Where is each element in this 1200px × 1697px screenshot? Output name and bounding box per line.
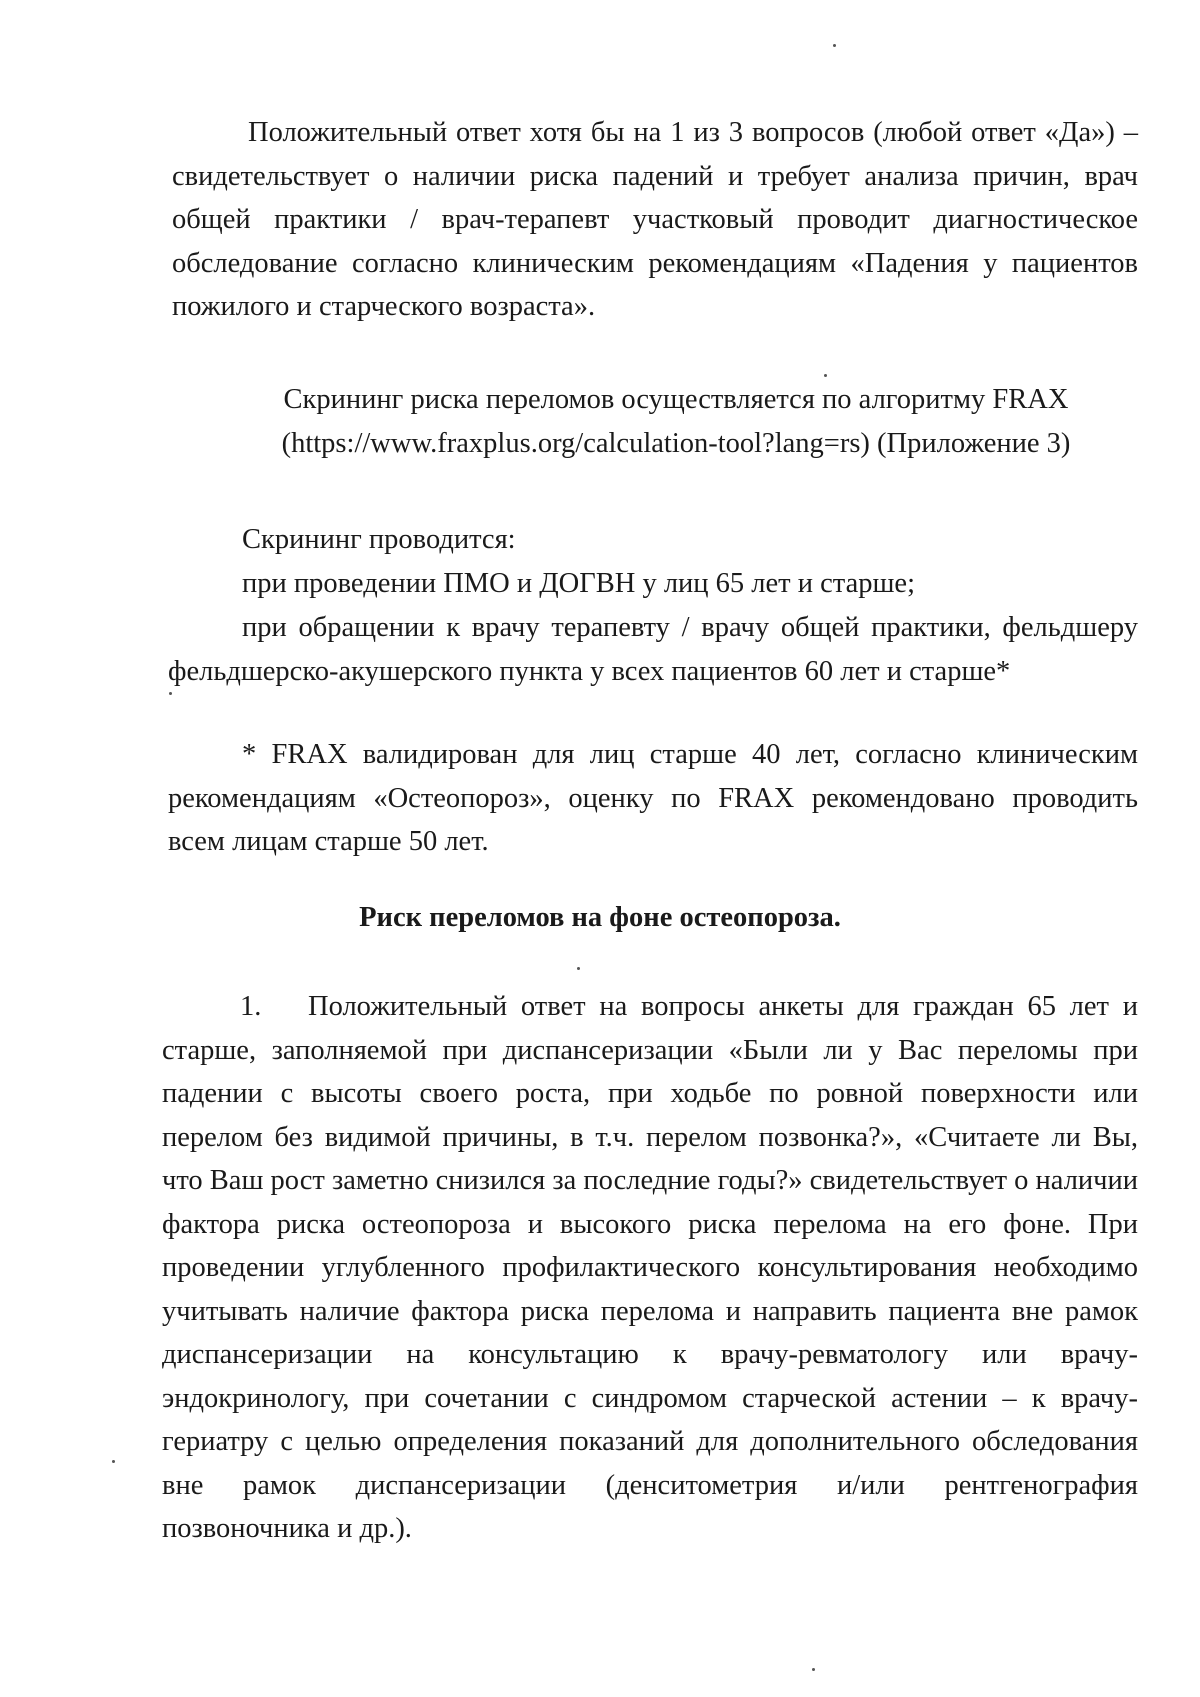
frax-screening-line: Скрининг риска переломов осуществляется по алгоритму FRAX — [283, 384, 1069, 415]
screening-item-visit: при обращении к врачу терапевту / врачу общей практики, фельдшеру фельдшерско-акушерского пункта у всех пациентов 60 лет и старше* — [168, 612, 1138, 687]
screening-item-pmo: при проведении ПМО и ДОГВН у лиц 65 лет и старше; — [242, 568, 915, 599]
frax-screening-block — [234, 378, 1118, 465]
section-heading: Риск переломов на фоне остеопороза. — [359, 902, 841, 933]
frax-footnote: * FRAX валидирован для лиц старше 40 лет, согласно клиническим рекомендациям «Остеопороз», оценку по FRAX рекомендовано проводить всем лицам старше 50 лет. — [168, 739, 1138, 857]
scan-speck — [577, 967, 580, 970]
item-number: 1. — [240, 991, 262, 1022]
numbered-item-1 — [162, 985, 1138, 1551]
screening-intro: Скрининг проводится: — [242, 524, 516, 555]
scan-speck — [812, 1668, 815, 1671]
scan-speck — [112, 1460, 115, 1463]
falls-risk-paragraph: Положительный ответ хотя бы на 1 из 3 вопросов (любой ответ «Да») – свидетельствует о наличии риска падений и требует анализа причин, врач общей практики / врач-терапевт участковый проводит диагностическое обследование согласно клиническим рекомендациям «Падения у пациентов пожилого и старческого возраста». — [172, 117, 1138, 322]
scan-speck — [169, 692, 172, 695]
frax-calculator-link: (https://www.fraxplus.org/calculation-tool?lang=rs) (Приложение 3) — [281, 427, 1071, 459]
scan-speck — [833, 44, 836, 47]
item-text: Положительный ответ на вопросы анкеты для граждан 65 лет и старше, заполняемой при диспансеризации «Были ли у Вас переломы при падении с высоты своего роста, при ходьбе по ровной поверхности или перелом без видимой причины, в т.ч. перелом позвонка?», «Считаете ли Вы, что Ваш рост заметно снизился за последние годы?» свидетельствует о наличии фактора риска остеопороза и высокого риска перелома на его фоне. При проведении углубленного профилактического консультирования необходимо учитывать наличие фактора риска перелома и направить пациента вне рамок диспансеризации на консультацию к врачу-ревматологу или врачу-эндокринологу, при сочетании с синдромом старческой астении – к врачу-гериатру с целью определения показаний для дополнительного обследования вне рамок диспансеризации (денситометрия и/или рентгенография позвоночника и др.). — [162, 991, 1139, 1544]
scan-speck — [824, 374, 827, 377]
